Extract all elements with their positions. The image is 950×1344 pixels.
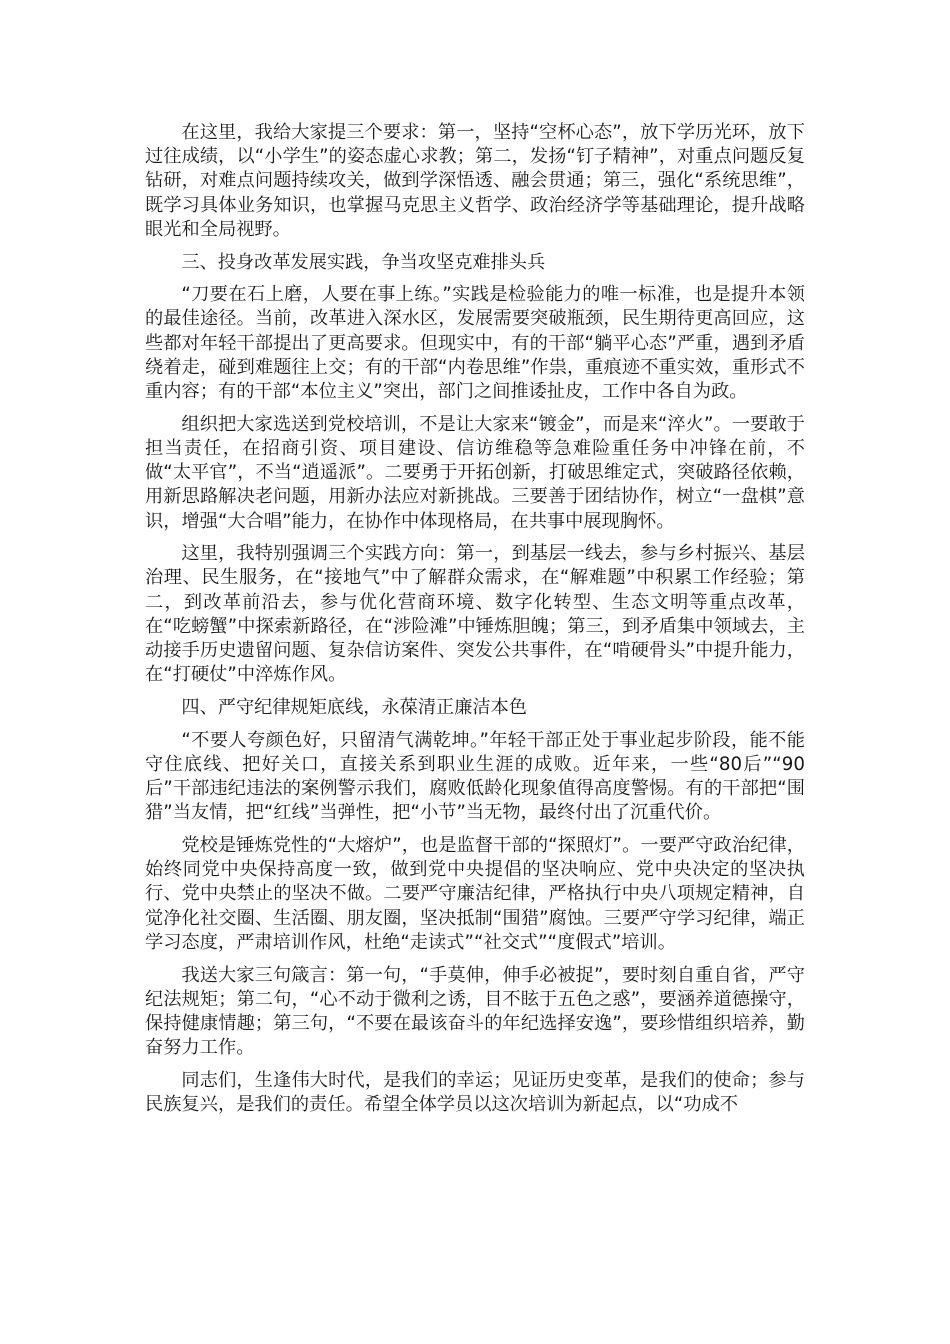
paragraph: “刀要在石上磨，人要在事上练。”实践是检验能力的唯一标准，也是提升本领的最佳途径。当前，改革进入深水区，发展需要突破瓶颈，民生期待更高回应，这些都对年轻干部提出了更高要求。但现实中，有的干部“躺平心态”严重，遇到矛盾绕着走，碰到难题往上交；有的干部“内卷思维”作祟，重痕迹不重实效，重形式不重内容；有的干部“本位主义”突出，部门之间推诿扯皮，工作中各自为政。 [145,284,805,403]
section-heading: 四、严守纪律规矩底线，永葆清正廉洁本色 [181,696,527,718]
document-page [145,121,805,1126]
paragraph: 党校是锤炼党性的“大熔炉”，也是监督干部的“探照灯”。一要严守政治纪律，始终同党中央保持高度一致，做到党中央提倡的坚决响应、党中央决定的坚决执行、党中央禁止的坚决不做。二要严守廉洁纪律，严格执行中央八项规定精神，自觉净化社交圈、生活圈、朋友圈，坚决抵制“围猎”腐蚀。三要严守学习纪律，端正学习态度，严肃培训作风，杜绝“走读式”“社交式”“度假式”培训。 [145,834,805,953]
paragraph: 在这里，我给大家提三个要求：第一，坚持“空杯心态”，放下学历光环，放下过往成绩，以“小学生”的姿态虚心求教；第二，发扬“钉子精神”，对重点问题反复钻研，对难点问题持续攻关，做到学深悟透、融会贯通；第三，强化“系统思维”，既学习具体业务知识，也掌握马克思主义哲学、政治经济学等基础理论，提升战略眼光和全局视野。 [145,122,805,240]
paragraph: 组织把大家选送到党校培训，不是让大家来“镀金”，而是来“淬火”。一要敢于担当责任，在招商引资、项目建设、信访维稳等急难险重任务中冲锋在前，不做“太平官”，不当“逍遥派”。二要勇于开拓创新，打破思维定式，突破路径依赖，用新思路解决老问题，用新办法应对新挑战。三要善于团结协作，树立“一盘棋”意识，增强“大合唱”能力，在协作中体现格局，在共事中展现胸怀。 [145,413,805,532]
section-heading: 三、投身改革发展实践，争当攻坚克难排头兵 [181,251,546,273]
paragraph: 同志们，生逢伟大时代，是我们的幸运；见证历史变革，是我们的使命；参与民族复兴，是我们的责任。希望全体学员以这次培训为新起点，以“功成不 [145,1069,805,1116]
paragraph: 我送大家三句箴言：第一句，“手莫伸，伸手必被捉”，要时刻自重自省，严守纪法规矩；第二句，“心不动于微利之诱，目不眩于五色之惑”，要涵养道德操守，保持健康情趣；第三句，“不要在最该奋斗的年纪选择安逸”，要珍惜组织培养，勤奋努力工作。 [145,964,805,1059]
paragraph: 这里，我特别强调三个实践方向：第一，到基层一线去，参与乡村振兴、基层治理、民生服务，在“接地气”中了解群众需求，在“解难题”中积累工作经验；第二，到改革前沿去，参与优化营商环境、数字化转型、生态文明等重点改革，在“吃螃蟹”中探索新路径，在“涉险滩”中锤炼胆魄；第三，到矛盾集中领域去，主动接手历史遗留问题、复杂信访案件、突发公共事件，在“啃硬骨头”中提升能力，在“打硬仗”中淬炼作风。 [145,543,805,686]
paragraph: “不要人夸颜色好，只留清气满乾坤。”年轻干部正处于事业起步阶段，能不能守住底线、把好关口，直接关系到职业生涯的成败。近年来，一些“80后”“90后”干部违纪违法的案例警示我们，腐败低龄化现象值得高度警惕。有的干部把“围猎”当友情，把“红线”当弹性，把“小节”当无物，最终付出了沉重代价。 [145,729,805,824]
